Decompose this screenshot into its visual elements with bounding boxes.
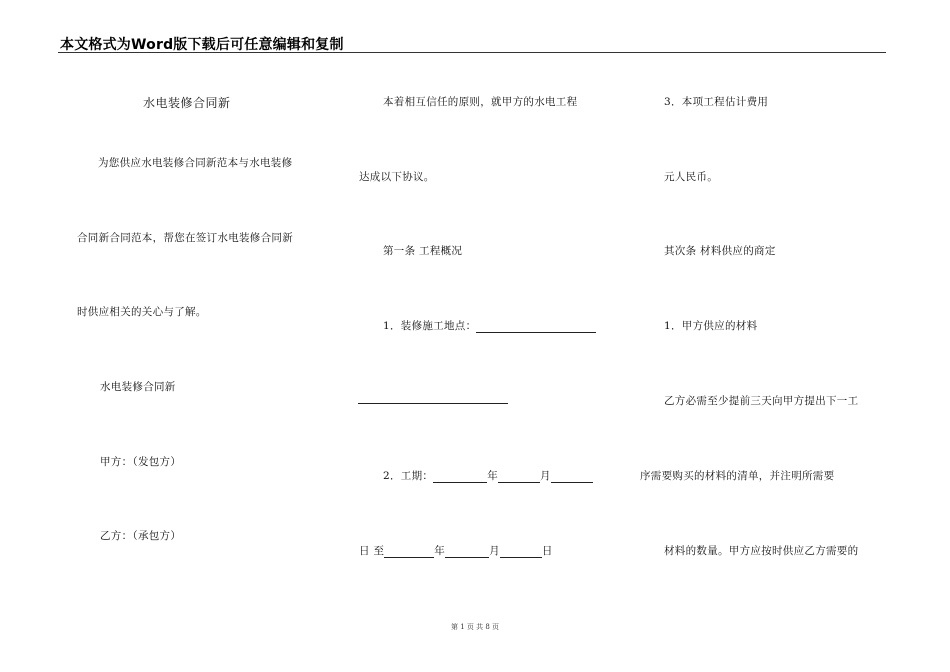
site-address-label: 1．装修施工地点： — [383, 320, 477, 332]
header-rule — [58, 52, 886, 53]
col2-paragraph-2: 达成以下协议。 — [359, 171, 435, 183]
page-number: 第 1 页 共 8 页 — [450, 623, 500, 631]
col1-paragraph-3: 时供应相关的关心与了解。 — [77, 306, 207, 318]
party-b-label: 乙方：（承包方） — [100, 530, 182, 542]
col3-paragraph-7: 材料的数量。甲方应按时供应乙方需要的 — [664, 545, 859, 557]
end-year-unit: 年 — [434, 545, 446, 557]
col3-paragraph-1: 3．本项工程估计费用 — [664, 96, 769, 108]
section-1-heading: 第一条 工程概况 — [383, 245, 463, 257]
duration-end-row — [359, 543, 553, 558]
start-month-blank — [498, 471, 540, 483]
site-address-continuation-blank — [358, 403, 508, 404]
start-month-unit: 月 — [540, 470, 551, 482]
end-day-blank — [500, 546, 542, 558]
party-a-label: 甲方：（发包方） — [100, 456, 182, 468]
col1-paragraph-2: 合同新合同范本，帮您在签订水电装修合同新 — [77, 232, 293, 244]
col1-paragraph-4: 水电装修合同新 — [100, 381, 176, 393]
col3-paragraph-6: 序需要购买的材料的清单，并注明所需要 — [640, 470, 835, 482]
col1-paragraph-1: 为您供应水电装修合同新范本与水电装修 — [98, 157, 293, 169]
col3-paragraph-5: 乙方必需至少提前三天向甲方提出下一工 — [664, 395, 859, 407]
section-2-heading: 其次条 材料供应的商定 — [664, 245, 776, 257]
start-year-unit: 年 — [487, 470, 498, 482]
col2-paragraph-1: 本着相互信任的原则，就甲方的水电工程 — [383, 96, 578, 108]
start-year-blank — [433, 471, 487, 483]
duration-row — [383, 468, 593, 483]
end-month-blank — [445, 546, 489, 558]
document-title: 水电装修合同新 — [143, 96, 231, 110]
end-year-blank — [384, 546, 434, 558]
col3-paragraph-4: 1．甲方供应的材料 — [664, 320, 758, 332]
site-address-row — [383, 318, 596, 333]
col3-paragraph-2: 元人民币。 — [664, 171, 718, 183]
document-header: 本文格式为Word版下载后可任意编辑和复制 — [60, 37, 344, 53]
site-address-blank — [476, 321, 596, 333]
end-prefix: 日 至 — [359, 545, 385, 557]
end-month-unit: 月 — [489, 545, 500, 557]
end-day-unit: 日 — [541, 545, 553, 557]
start-day-blank — [551, 471, 593, 483]
duration-label: 2．工期： — [383, 470, 434, 482]
